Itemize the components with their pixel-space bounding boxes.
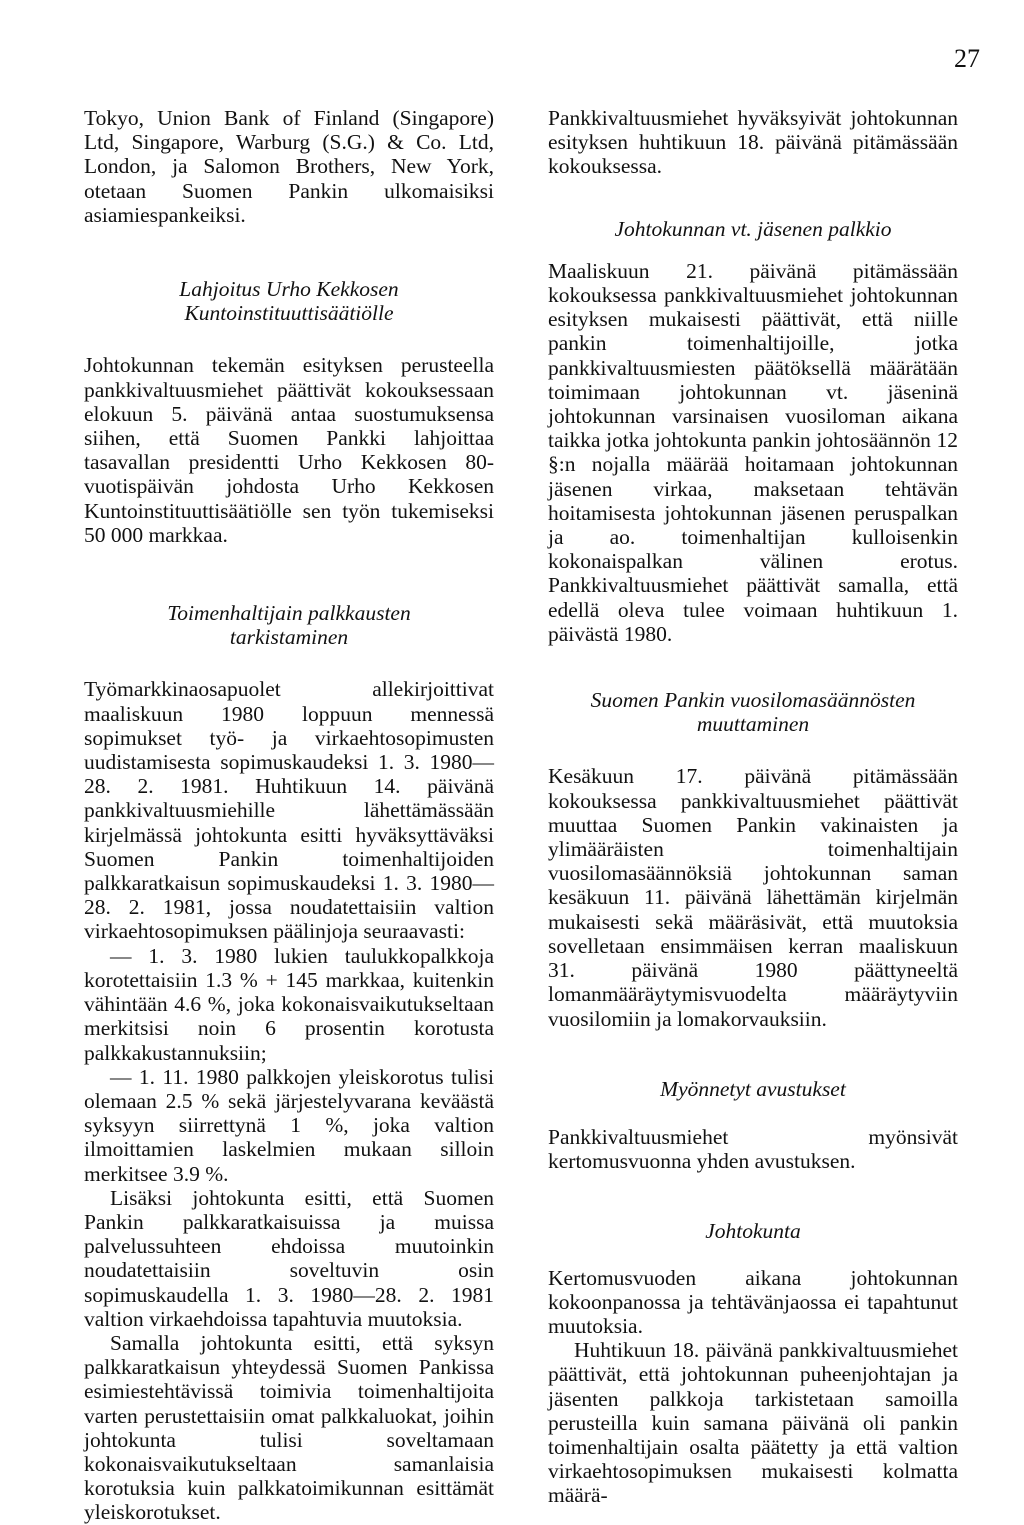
paragraph-board-salaries: Huhtikuun 18. päivänä pankkivaltuusmiehet päättivät, että johtokunnan puheenjohtajan ja jäsenten palkkoja tarkistetaan samoilla perusteilla kuin samana päivänä oli pankin toimenhaltijain osalta päätetty ja että valtion virkaehtosopimuksen mukaisesti kolmatta määrä- [548, 1338, 958, 1508]
left-column [84, 106, 494, 1525]
heading-grants: Myönnetyt avustukset [660, 1076, 846, 1101]
page-number: 27 [954, 44, 980, 73]
paragraph-donation: Johtokunnan tekemän esityksen perusteella pankkivaltuusmiehet päättivät kokouksessaan elokuun 5. päivänä antaa suostumuksensa siihen, että Suomen Pankki lahjoittaa tasavallan presidentti Urho Kekkosen 80-vuotispäivän johdosta Urho Kekkosen Kuntoinstituuttisäätiölle sen työn tukemiseksi 50 000 markkaa. [84, 353, 494, 547]
paragraph-grants: Pankkivaltuusmiehet myönsivät kertomusvuonna yhden avustuksen. [548, 1124, 958, 1174]
heading-donation: Lahjoitus Urho Kekkosen Kuntoinstituuttisäätiölle [179, 277, 399, 326]
list-item-salary-increase-1: — 1. 3. 1980 lukien taulukkopalkkoja korotettaisiin 1.3 % + 145 markkaa, kuitenkin vähintään 4.6 %, joka kokonaisvaikutukseltaan merkitsisi noin 6 prosentin korotusta palkkakustannuksiin; [84, 943, 494, 1065]
paragraph-board-composition: Kertomusvuoden aikana johtokunnan kokoonpanossa ja tehtävänjaossa ei tapahtunut muutoksia. [548, 1265, 958, 1338]
heading-acting-member-fee: Johtokunnan vt. jäsenen palkkio [614, 216, 892, 241]
paragraph-holiday-rules: Kesäkuun 17. päivänä pitämässään kokouksessa pankkivaltuusmiehet päättivät muuttaa Suomen Pankin vakinaisten ja ylimääräisten toimenhaltijain vuosilomasäännöksiä johtokunnan saman kesäkuun 11. päivänä lähettämän kirjelmän mukaisesti sekä määräsivät, että muutoksia sovelletaan ensimmäisen kerran maaliskuun 31. päivänä 1980 päättyneeltä lomanmääräytymisvuodelta määräytyviin vuosilomiin ja lomakorvauksiin. [548, 764, 958, 1031]
paragraph-approval: Pankkivaltuusmiehet hyväksyivät johtokunnan esityksen huhtikuun 18. päivänä pitämässään kokouksessa. [548, 106, 958, 179]
paragraph-additionally: Lisäksi johtokunta esitti, että Suomen Pankin palkkaratkaisuissa ja muissa palvelussuhteen ehdoissa muutoinkin noudatettaisiin soveltuvin osin sopimuskaudella 1. 3. 1980—28. 2. 1981 valtion virkaehdoissa tapahtuvia muutoksia. [84, 1185, 494, 1331]
right-column [548, 106, 958, 1508]
paragraph-acting-member-fee: Maaliskuun 21. päivänä pitämässään kokouksessa pankkivaltuusmiehet johtokunnan esityksen mukaisesti päättivät, että niille pankin toimenhaltijoille, jotka pankkivaltuusmiesten päätöksellä määrätään toimimaan johtokunnan vt. jäseninä johtokunnan varsinaisen vuosiloman aikana taikka jotka johtokunta pankin johtosäännön 12 §:n nojalla määrää hoitamaan johtokunnan jäsenen virkaa, maksetaan tehtävän hoitamisesta johtokunnan jäsenen peruspalkan ja ao. toimenhaltijan kulloisenkin kokonaispalkan välinen erotus. Pankkivaltuusmiehet päättivät samalla, että edellä oleva tulee voimaan huhtikuun 1. päivästä 1980. [548, 258, 958, 646]
list-item-salary-increase-2: — 1. 11. 1980 palkkojen yleiskorotus tulisi olemaan 2.5 % sekä järjestelyvarana keväästä syksyyn siirrettynä 1 %, joka valtion ilmoittamien laskelmien mukaan silloin merkitsee 3.9 %. [84, 1064, 494, 1186]
paragraph-labour-agreements: Työmarkkinaosapuolet allekirjoittivat maaliskuun 1980 loppuun mennessä sopimukset työ- ja virkaehtosopimusten uudistamisesta sopimuskaudeksi 1. 3. 1980—28. 2. 1981. Huhtikuun 14. päivänä pankkivaltuusmiehille lähettämässään kirjelmässä johtokunta esitti hyväksyttäväksi Suomen Pankin toimenhaltijoiden palkkaratkaisun sopimuskaudeksi 1. 3. 1980—28. 2. 1981, jossa noudatettaisiin valtion virkaehtosopimuksen päälinjoja seuraavasti: [84, 677, 494, 944]
paragraph-supervisor-grades: Samalla johtokunta esitti, että syksyn palkkaratkaisun yhteydessä Suomen Pankissa esimiestehtävissä toimivia toimenhaltijoita varten perustettaisiin omat palkkaluokat, joihin johtokunta tulisi soveltamaan kokonaisvaikutukseltaan samanlaisia korotuksia kuin palkkatoimikunnan esittämät yleiskorotukset. [84, 1330, 494, 1525]
paragraph-correspondent-banks: Tokyo, Union Bank of Finland (Singapore) Ltd, Singapore, Warburg (S.G.) & Co. Ltd, London, ja Salomon Brothers, New York, otetaan Suomen Pankin ulkomaisiksi asiamiespankeiksi. [84, 106, 494, 227]
heading-salary-review: Toimenhaltijain palkkausten tarkistaminen [167, 601, 411, 650]
heading-holiday-rules: Suomen Pankin vuosilomasäännösten muuttaminen [590, 688, 916, 737]
heading-board: Johtokunta [705, 1219, 801, 1244]
